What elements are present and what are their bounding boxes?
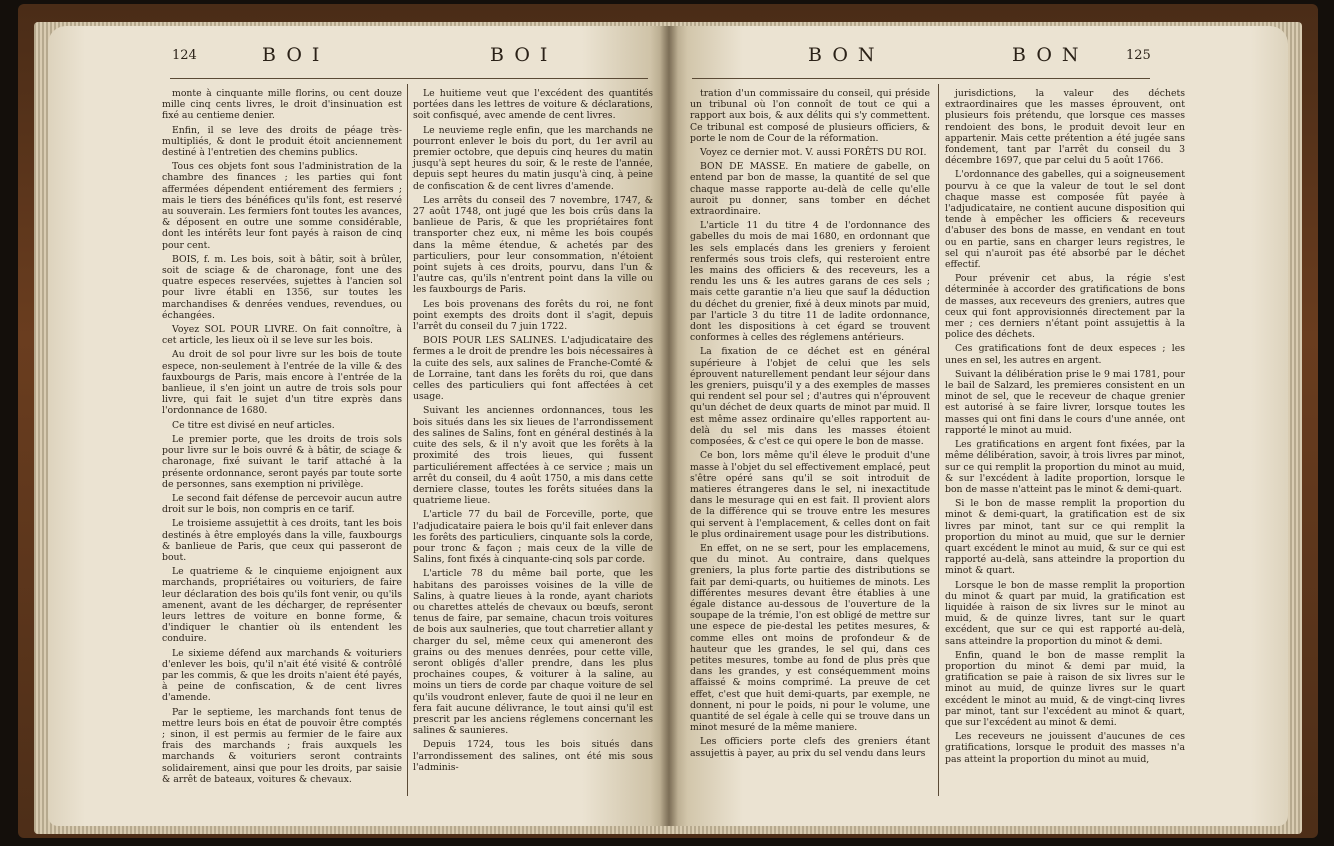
paragraph: Lorsque le bon de masse remplit la proportion du minot & quart par muid, la gratification est liquidée à raison de six livres sur le minot au muid, & de quinze livres, tant sur le quart excédent, que sur ce qui est rapporté au-delà, sans atteindre la proportion du minot & demi. — [945, 579, 1185, 647]
left-header-left: BOI — [262, 44, 330, 66]
paragraph: Ces gratifications font de deux especes ; les unes en sel, les autres en argent. — [945, 343, 1185, 366]
paragraph: Ce bon, lors même qu'il éleve le produit d'une masse à l'objet du sel effectivement emplacé, peut s'être opéré sans qu'il se soit introduit de matieres étrangeres dans le sel, ni inexactitude dans le mesurage qui en est fait. Il provient alors de la différence qui se trouve entre les mesures qui servent à l'emplacement, & celles dont on fait le plus ordinairement usage pour les distributions. — [690, 450, 930, 540]
right-header-left: BON — [808, 44, 885, 66]
paragraph: tration d'un commissaire du conseil, qui préside un tribunal où l'on connoît de tout ce qui a rapport aux bois, & aux délits qui s'y commettent. Ce tribunal est composé de plusieurs officiers, & porte le nom de Cour de la réformation. — [690, 88, 930, 144]
paragraph: La fixation de ce déchet est en général supérieure à l'objet de celui que les sels éprouvent naturellement pendant leur séjour dans les greniers, puisqu'il y a des exemples de masses qui rendent sel pour sel ; d'autres qui n'éprouvent qu'un déchet de deux quarts de minot par muid. Il est même assez ordinaire qu'elles rapportent au-delà du sel mis dans les masses étoient composées, & c'est ce qui opere le bon de masse. — [690, 346, 930, 448]
paragraph: Enfin, il se leve des droits de péage très-multipliés, & dont le produit étoit anciennement destiné à l'entretien des chemins publics. — [162, 124, 402, 159]
paragraph: En effet, on ne se sert, pour les emplacemens, que du minot. Au contraire, dans quelques greniers, la plus forte partie des distributions se fait par demi-quarts, ou huitiemes de minots. Les différentes mesures devant être établies à une égale distance au-dessous de l'ouverture de la soupape de la trémie, l'on est obligé de mettre sur une espece de pie-destal les petites mesures, & comme elles ont moins de profondeur & de hauteur que les grandes, le sel qui, dans ces petites mesures, tombe au fond de plus près que dans les grandes, y est conséquemment moins affaissé & moins comprimé. La preuve de cet effet, c'est que huit demi-quarts, par exemple, ne donnent, ni pour le poids, ni pour le volume, une quantité de sel égale à celle qui se trouve dans un minot mesuré de la même maniere. — [690, 542, 930, 734]
paragraph: BOIS POUR LES SALINES. L'adjudicataire des fermes a le droit de prendre les bois nécessaires à la cuite des sels, aux salines de Franche-Comté & de Lorraine, tant dans les forêts du roi, que dans celles des particuliers qui font affectées à cet usage. — [413, 335, 653, 403]
paragraph: L'article 78 du même bail porte, que les habitans des paroisses voisines de la ville de Salins, à quatre lieues à la ronde, ayant chariots ou charettes attelés de chevaux ou bœufs, seront tenus de faire, par semaine, chacun trois voitures de bois aux saulneries, que tout charretier allant y charger du sel, même ceux qui ameneront des grains ou des menues denrées, pour cette ville, seront obligés d'aller prendre, dans les plus prochaines coupes, & voiturer à la saline, au moins un tiers de corde par chaque voiture de sel qu'ils voudront enlever, faute de quoi il ne leur en fera fait aucune délivrance, le tout ainsi qu'il est prescrit par les anciens réglemens concernant les salines & saunieres. — [413, 568, 653, 737]
right-column-1 — [690, 88, 930, 762]
paragraph: Le neuvieme regle enfin, que les marchands ne pourront enlever le bois du port, du 1er avril au premier octobre, que depuis cinq heures du matin jusqu'à sept heures du soir, & le reste de l'année, depuis sept heures du matin jusqu'à cinq, à peine de confiscation & de cent livres d'amende. — [413, 124, 653, 192]
paragraph: Au droit de sol pour livre sur les bois de toute espece, non-seulement à l'entrée de la ville & des fauxbourgs de Paris, mais encore à l'entrée de la banlieue, il s'en joint un autre de trois sols pour livre, qui fait le sujet d'un titre exprès dans l'ordonnance de 1680. — [162, 349, 402, 417]
paragraph: Les receveurs ne jouissent d'aucunes de ces gratifications, lorsque le produit des masses n'a pas atteint la proportion du minot au muid, — [945, 731, 1185, 765]
paragraph: jurisdictions, la valeur des déchets extraordinaires que les masses éprouvent, ont plusieurs fois prétendu, que lorsque ces masses rendoient des bons, le produit devoit leur en appartenir. Mais cette prétention a été jugée sans fondement, tant par l'arrêt du conseil du 3 décembre 1697, que par celui du 5 août 1766. — [945, 88, 1185, 167]
right-column-divider — [938, 84, 939, 796]
paragraph: Voyez ce dernier mot. V. aussi FORÊTS DU ROI. — [700, 147, 927, 159]
paragraph: Suivant la délibération prise le 9 mai 1781, pour le bail de Salzard, les premieres consistent en un minot de sel, que le receveur de chaque grenier est autorisé à se faire livrer, lorsque toutes les masses qui ont fini dans le cours d'une année, ont rapporté le minot au muid. — [945, 368, 1185, 436]
paragraph: BOIS, f. m. Les bois, soit à bâtir, soit à brûler, soit de sciage & de charonage, font une des quatre especes reservées, sujettes à l'ancien sol pour livre établi en 1356, sur toutes les marchandises & denrées vendues, revendues, ou échangées. — [162, 253, 402, 321]
paragraph: Le quatrieme & le cinquieme enjoignent aux marchands, propriétaires ou voituriers, de faire leur déclaration des bois qu'ils font venir, ou qu'ils amenent, avant de les décharger, de représenter leurs lettres de voiture en bonne forme, & d'indiquer le chantier où ils entendent les conduire. — [162, 566, 402, 645]
right-header-right: BON — [1012, 44, 1089, 66]
paragraph: Les gratifications en argent font fixées, par la même délibération, savoir, à trois livres par minot, sur ce qui remplit la proportion du minot au muid, & sur l'excédent à ladite proportion, lorsque le bon de masse n'atteint pas le minot & demi-quart. — [945, 439, 1185, 495]
paragraph: Les arrêts du conseil des 7 novembre, 1747, & 27 août 1748, ont jugé que les bois crûs dans la banlieue de Paris, & que les propriétaires font transporter chez eux, ni même les bois coupés dans la même étendue, & achetés par des particuliers, pour leur consommation, n'étoient point sujets à ces droits, pourvu, dans l'un & l'autre cas, qu'ils n'entrent point dans la ville ou les fauxbourgs de Paris. — [413, 194, 653, 296]
left-column-1 — [162, 88, 402, 788]
paragraph: L'article 77 du bail de Forceville, porte, que l'adjudicataire paiera le bois qu'il fait enlever dans les forêts des particuliers, cinquante sols la corde, pour tronc & façon ; mais ceux de la ville de Salins, font fixés à cinquante-cinq sols par corde. — [413, 509, 653, 566]
left-column-2 — [413, 88, 653, 776]
left-column-divider — [407, 84, 408, 796]
left-header-right: BOI — [490, 44, 558, 66]
paragraph: Enfin, quand le bon de masse remplit la proportion du minot & demi par muid, la gratification se paie à raison de six livres sur le minot au muid, de quinze livres sur le quart excédent le minot au muid, & de vingt-cinq livres par minot, tant sur l'excédent au minot & quart, que sur l'excédent au minot & demi. — [945, 649, 1185, 728]
paragraph: Le troisieme assujettit à ces droits, tant les bois destinés à être employés dans la ville, fauxbourgs & banlieue de Paris, que ceux qui passeront de bout. — [162, 518, 402, 563]
paragraph: Voyez SOL POUR LIVRE. On fait connoître, à cet article, les lieux où il se leve sur les bois. — [162, 324, 402, 347]
paragraph: Les bois provenans des forêts du roi, ne font point exempts des droits dont il s'agit, depuis l'arrêt du conseil du 7 juin 1722. — [413, 298, 653, 333]
paragraph: Ce titre est divisé en neuf articles. — [172, 419, 335, 431]
paragraph: monte à cinquante mille florins, ou cent douze mille cinq cents livres, le droit d'insinuation est fixé au centieme denier. — [162, 88, 402, 122]
paragraph: L'article 11 du titre 4 de l'ordonnance des gabelles du mois de mai 1680, en ordonnant que les sels emplacés dans les greniers y feroient renfermés sous trois clefs, qui resteroient entre les mains des officiers & des receveurs, les a rendu les uns & les autres garans de ces sels ; mais cette garantie n'a lieu que sauf la déduction du déchet du grenier, fixé à deux minots par muid, par l'article 3 du titre 11 de ladite ordonnance, dont les dispositions à cet égard se trouvent conformes à celles des réglemens antérieurs. — [690, 220, 930, 344]
book-gutter — [660, 26, 678, 826]
paragraph: Suivant les anciennes ordonnances, tous les bois situés dans les six lieues de l'arrondissement des salines de Salins, font en général destinés à la cuite des sels, & il n'y avoit que les forêts à la proximité des trois lieues, qui fussent particuliérement affectées à ce service ; mais un arrêt du conseil, du 4 août 1750, a mis dans cette derniere classe, toutes les forêts situées dans la quatrieme lieue. — [413, 405, 653, 507]
paragraph: Le second fait défense de percevoir aucun autre droit sur le bois, non compris en ce tarif. — [162, 492, 402, 516]
paragraph: Si le bon de masse remplit la proportion du minot & demi-quart, la gratification est de six livres par minot, tant sur ce qui remplit la proportion du minot au muid, que sur le dernier quart excédent le minot au muid, & sur ce qui est rapporté au-delà, sans atteindre la proportion du minot & quart. — [945, 498, 1185, 577]
paragraph: Le sixieme défend aux marchands & voituriers d'enlever les bois, qu'il n'ait été visité & contrôlé par les commis, & que les droits n'aient été payés, à peine de confiscation, & de cent livres d'amende. — [162, 647, 402, 704]
paragraph: Le premier porte, que les droits de trois sols pour livre sur le bois ouvré & à bâtir, de sciage & charonage, fixé suivant le tarif attaché à la présente ordonnance, seront payés par toute sorte de personnes, sans exemption ni privilège. — [162, 433, 402, 490]
left-header-rule — [170, 78, 648, 79]
right-page-number: 125 — [1126, 48, 1151, 63]
paragraph: Le huitieme veut que l'excédent des quantités portées dans les lettres de voiture & déclarations, soit confisqué, avec amende de cent livres. — [413, 88, 653, 122]
paragraph: Les officiers porte clefs des greniers étant assujettis à payer, au prix du sel vendu dans leurs — [690, 736, 930, 759]
paragraph: Pour prévenir cet abus, la régie s'est déterminée à accorder des gratifications de bons de masses, aux receveurs des greniers, autres que ceux qui font approvisionnés directement par la mer ; ces derniers n'étant point assujettis à la police des déchets. — [945, 273, 1185, 341]
paragraph: Tous ces objets font sous l'administration de la chambre des finances ; les parties qui font affermées dépendent entiérement des fermiers ; mais le tiers des bénéfices qu'ils font, est reservé au souverain. Les fermiers font toutes les avances, & déposent en outre une somme considérable, dont les intérêts leur font payés à raison de cinq pour cent. — [162, 161, 402, 251]
paragraph: BON DE MASSE. En matiere de gabelle, on entend par bon de masse, la quantité de sel que chaque masse rapporte au-delà de celle qu'elle auroit pu donner, sans tomber en déchet extraordinaire. — [690, 161, 930, 218]
paragraph: Depuis 1724, tous les bois situés dans l'arrondissement des salines, ont été mis sous l'adminis- — [413, 739, 653, 773]
right-column-2 — [945, 88, 1185, 768]
paragraph: L'ordonnance des gabelles, qui a soigneusement pourvu à ce que la valeur de tout le sel dont chaque masse est composée fût payée à l'adjudicataire, ne contient aucune disposition qui tende à empêcher les officiers & receveurs d'abuser des bons de masse, en vendant en tout ou en partie, sans en charger leurs registres, le sel qui n'auroit pas été absorbé par le déchet effectif. — [945, 169, 1185, 271]
right-header-rule — [692, 78, 1150, 79]
left-page-number: 124 — [172, 48, 197, 63]
paragraph: Par le septieme, les marchands font tenus de mettre leurs bois en état de pouvoir être comptés ; sinon, il est permis au fermier de le faire aux frais des marchands ; frais auxquels les marchands & voituriers seront contraints solidairement, ainsi que pour les droits, par saisie & arrêt de bateaux, voitures & chevaux. — [162, 706, 402, 785]
